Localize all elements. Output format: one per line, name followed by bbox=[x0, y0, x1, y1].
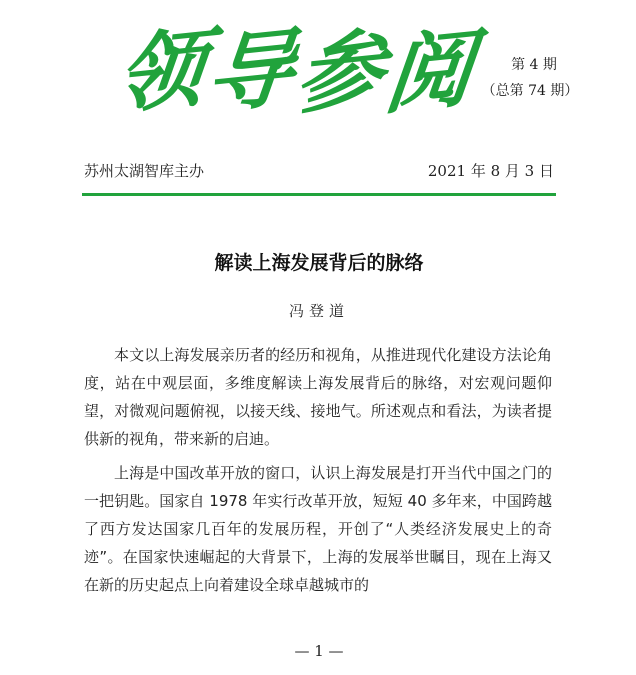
article-author: 冯登道 bbox=[288, 302, 349, 320]
issue-number: 第 4 期 bbox=[511, 57, 557, 73]
article-body bbox=[84, 341, 552, 605]
subhead bbox=[84, 160, 554, 181]
issue-info bbox=[470, 52, 590, 104]
logo-char-3: 参 bbox=[290, 17, 385, 128]
publisher: 苏州太湖智库主办 bbox=[84, 162, 205, 180]
logo-char-4: 阅 bbox=[379, 17, 475, 128]
paragraph: 本文以上海发展亲历者的经历和视角，从推进现代化建设方法论角度，站在中观层面，多维度解读上海发展背后的脉络，对宏观问题仰望，对微观问题俯视，以接天线、接地气。所述观点和看法，为读者提供新的视角，带来新的启迪。 bbox=[84, 346, 552, 448]
paragraph: 上海是中国改革开放的窗口，认识上海发展是打开当代中国之门的一把钥匙。国家自 1978 年实行改革开放，短短 40 多年来，中国跨越了西方发达国家几百年的发展历程，开创了“人类经济发展史上的奇迹”。在国家快速崛起的大背景下，上海的发展举世瞩目，现在上海又在新的历史起点上向着建设全球卓越城市的 bbox=[84, 464, 552, 594]
header-divider bbox=[82, 193, 556, 196]
issue-total: （总第 74 期） bbox=[481, 83, 579, 99]
page-number: — 1 — bbox=[294, 642, 344, 660]
masthead-logo bbox=[111, 17, 475, 128]
publish-date: 2021 年 8 月 3 日 bbox=[427, 162, 554, 180]
article-title: 解读上海发展背后的脉络 bbox=[214, 252, 424, 274]
logo-char-2: 导 bbox=[201, 17, 296, 128]
logo-char-1: 领 bbox=[111, 17, 207, 128]
